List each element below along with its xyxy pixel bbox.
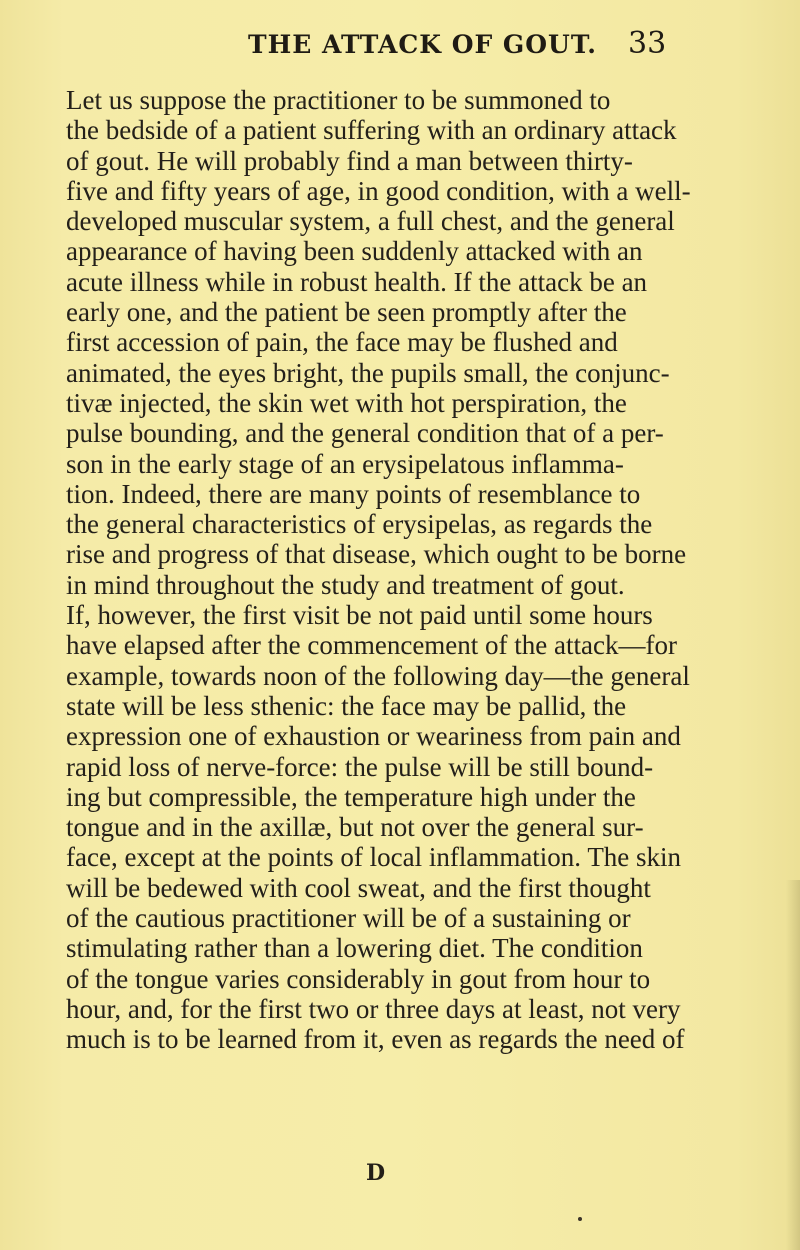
- text-line: If, however, the first visit be not paid until some hours: [66, 600, 653, 631]
- text-line: Let us suppose the practitioner to be summoned to: [66, 85, 611, 115]
- text-line: animated, the eyes bright, the pupils small, the conjunc-: [66, 357, 670, 388]
- body-text: [66, 85, 691, 1055]
- text-line: expression one of exhaustion or weariness from pain and: [66, 721, 681, 752]
- text-line: of the cautious practitioner will be of a sustaining or: [66, 903, 631, 934]
- text-line: acute illness while in robust health. If the attack be an: [66, 266, 648, 297]
- text-line: the bedside of a patient suffering with an ordinary attack: [66, 115, 677, 146]
- text-line: the general characteristics of erysipelas, as regards the: [66, 509, 653, 540]
- text-line: have elapsed after the commencement of the attack—for: [66, 630, 677, 661]
- text-line: much is to be learned from it, even as regards the need of: [66, 1024, 685, 1055]
- page-edge-shadow: [786, 880, 800, 1250]
- text-line: son in the early stage of an erysipelatous inflamma-: [66, 448, 624, 479]
- text-line: of gout. He will probably find a man between thirty-: [66, 145, 633, 176]
- page-number: 33: [628, 26, 667, 61]
- text-line: rise and progress of that disease, which ought to be borne: [66, 539, 687, 570]
- text-line: pulse bounding, and the general condition that of a per-: [66, 418, 664, 449]
- text-line: appearance of having been suddenly attacked with an: [66, 236, 643, 267]
- text-line: state will be less sthenic: the face may be pallid, the: [66, 690, 627, 721]
- text-line: face, except at the points of local inflammation. The skin: [66, 842, 682, 873]
- signature-mark: D: [366, 1160, 386, 1186]
- text-line: tongue and in the axillæ, but not over the general sur-: [66, 812, 644, 843]
- text-line: tion. Indeed, there are many points of resemblance to: [66, 478, 641, 509]
- text-line: stimulating rather than a lowering diet. The condition: [66, 933, 643, 964]
- text-line: tivæ injected, the skin wet with hot perspiration, the: [66, 387, 627, 418]
- text-line: hour, and, for the first two or three days at least, not very: [66, 993, 681, 1024]
- text-line: five and fifty years of age, in good condition, with a well-: [66, 175, 691, 206]
- ink-speck: [578, 1217, 582, 1221]
- text-line: will be bedewed with cool sweat, and the first thought: [66, 872, 651, 903]
- text-line: developed muscular system, a full chest, and the general: [66, 206, 675, 237]
- text-line: first accession of pain, the face may be flushed and: [66, 327, 618, 358]
- page-header: [0, 22, 800, 62]
- text-line: early one, and the patient be seen promptly after the: [66, 297, 627, 328]
- text-line: ing but compressible, the temperature high under the: [66, 781, 636, 812]
- text-line: example, towards noon of the following day—the general: [66, 660, 690, 691]
- text-line: rapid loss of nerve-force: the pulse will be still bound-: [66, 751, 654, 782]
- running-head: THE ATTACK OF GOUT.: [248, 30, 597, 59]
- text-line: of the tongue varies considerably in gout from hour to: [66, 963, 651, 994]
- text-line: in mind throughout the study and treatment of gout.: [66, 569, 625, 600]
